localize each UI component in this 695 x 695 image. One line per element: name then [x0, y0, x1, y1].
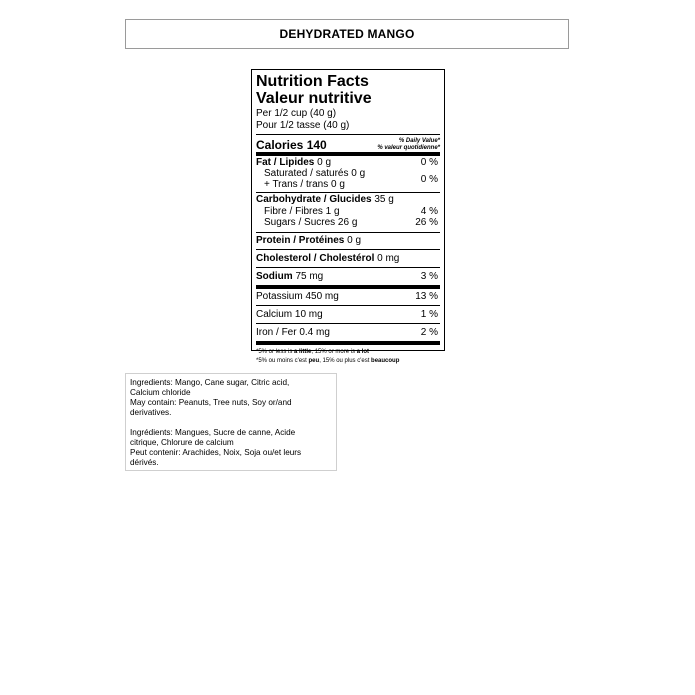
iron-pct: 2 % [420, 327, 438, 338]
footnote-fr-part: *5% ou moins c'est [256, 358, 309, 364]
footnote-fr [256, 357, 440, 366]
sugars-row [256, 217, 440, 228]
potassium-row [256, 291, 440, 302]
protein-row [256, 235, 440, 246]
footnote-en-lot: a lot [356, 349, 370, 355]
cholesterol-section [256, 249, 440, 264]
sodium-label: Sodium [256, 271, 293, 282]
fibre-pct: 4 % [420, 206, 438, 217]
carb-section [256, 192, 440, 228]
carb-row [256, 194, 440, 205]
calcium: Calcium 10 mg [256, 309, 323, 320]
iron-row [256, 327, 440, 338]
fat-section [256, 152, 440, 190]
nutrition-facts-table [251, 69, 445, 364]
carb-value: 35 g [371, 194, 394, 205]
calcium-section [256, 305, 440, 320]
serving-size-fr: Pour 1/2 tasse (40 g) [256, 120, 350, 131]
protein-label: Protein / Protéines [256, 235, 345, 246]
carb-label: Carbohydrate / Glucides [256, 194, 372, 205]
product-title: DEHYDRATED MANGO [279, 27, 415, 41]
sodium-row [256, 271, 440, 282]
sat-trans-row [256, 168, 440, 190]
fat-label: Fat / Lipides [256, 157, 315, 168]
footnote-en-part: *5% or less is [256, 349, 295, 355]
iron: Iron / Fer 0.4 mg [256, 327, 330, 338]
cholesterol-label: Cholesterol / Cholestérol [256, 253, 375, 264]
trans: + Trans / trans 0 g [264, 179, 345, 190]
spacer [130, 418, 332, 428]
footnote-fr-beaucoup: beaucoup [371, 358, 400, 364]
sodium-section [256, 267, 440, 282]
daily-value-header [377, 138, 440, 152]
dv-header-en: % Daily Value* [398, 138, 440, 144]
protein-section [256, 232, 440, 246]
fibre: Fibre / Fibres 1 g [264, 206, 340, 217]
serving-size-en: Per 1/2 cup (40 g) [256, 108, 337, 119]
footnote-en-little: a little [294, 349, 312, 355]
sugars: Sugars / Sucres 26 g [264, 217, 358, 228]
iron-section [256, 323, 440, 338]
footnote-fr-part: , 15% ou plus c'est [319, 358, 372, 364]
fat-row [256, 157, 440, 168]
potassium: Potassium 450 mg [256, 291, 339, 302]
ingredients-box [125, 373, 337, 471]
nutrition-title-fr: Valeur nutritive [256, 90, 372, 107]
fat-pct: 0 % [420, 157, 438, 168]
dv-header-fr: % valeur quotidienne* [377, 145, 440, 151]
sugars-pct: 26 % [415, 217, 438, 228]
potassium-pct: 13 % [415, 291, 438, 302]
sodium-value: 75 mg [292, 271, 324, 282]
sat-trans-pct: 0 % [420, 173, 438, 185]
cholesterol-value: 0 mg [374, 253, 400, 264]
footnote-en [256, 348, 440, 357]
fibre-row [256, 206, 440, 217]
may-contain-fr: Peut contenir: Arachides, Noix, Soja ou/et leurs dérivés. [130, 448, 302, 467]
footnote [256, 341, 440, 366]
may-contain-en: May contain: Peanuts, Tree nuts, Soy or/and derivatives. [130, 398, 292, 417]
calcium-pct: 1 % [420, 309, 438, 320]
calcium-row [256, 309, 440, 320]
calories-row [256, 134, 440, 152]
ingredients-fr: Ingrédients: Mangues, Sucre de canne, Acide citrique, Chlorure de calcium [130, 428, 296, 447]
nutrition-title-en: Nutrition Facts [256, 73, 369, 90]
product-title-box [125, 19, 569, 49]
footnote-en-part: , 15% or more is [311, 349, 357, 355]
protein-value: 0 g [344, 235, 362, 246]
sodium-pct: 3 % [420, 271, 438, 282]
saturated: Saturated / saturés 0 g [264, 168, 366, 179]
cholesterol-row [256, 253, 440, 264]
footnote-fr-peu: peu [308, 358, 320, 364]
calories: Calories 140 [256, 138, 327, 152]
ingredients-en: Ingredients: Mango, Cane sugar, Citric acid, Calcium chloride [130, 378, 290, 397]
potassium-section [256, 285, 440, 302]
fat-value: 0 g [314, 157, 332, 168]
